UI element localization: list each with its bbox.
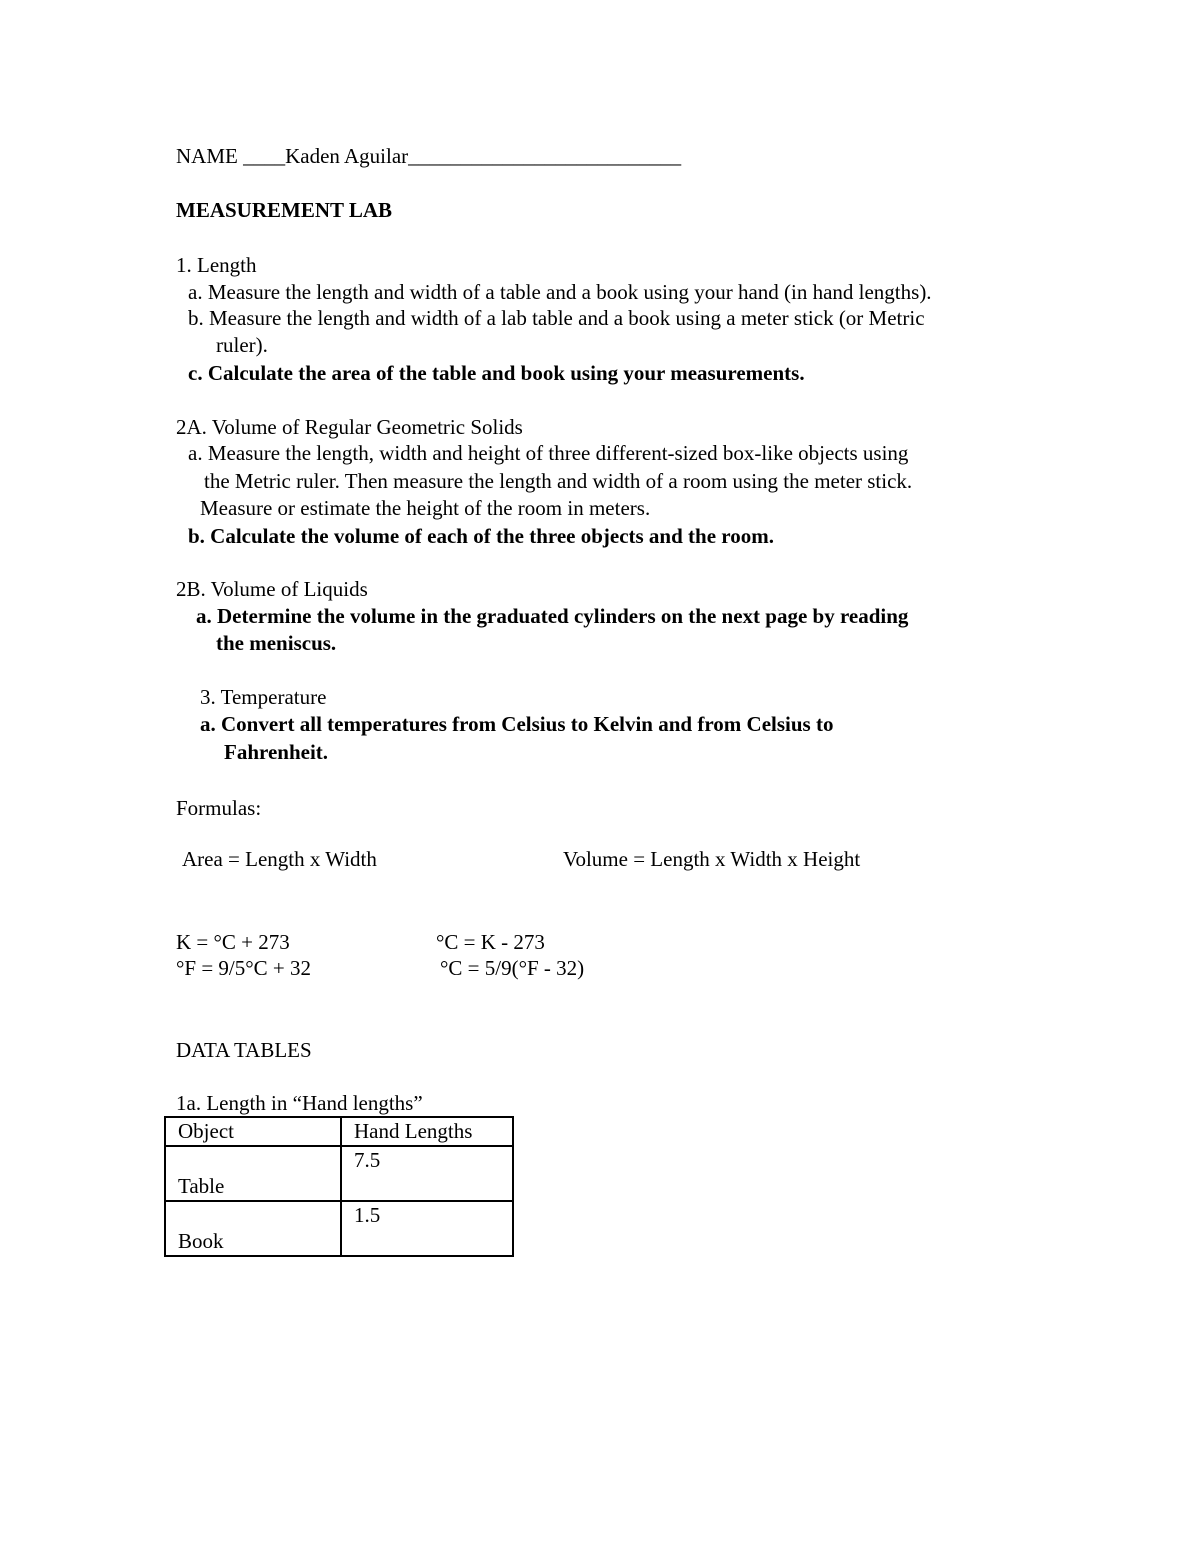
table-header-row xyxy=(165,1117,513,1146)
table-row xyxy=(165,1146,513,1201)
formula-fahrenheit: °F = 9/5°C + 32 xyxy=(176,956,312,980)
table-cell-object xyxy=(165,1201,341,1256)
section-1-item-b-line2: ruler). xyxy=(216,333,268,357)
hand-lengths-table xyxy=(164,1116,514,1257)
table-row xyxy=(165,1201,513,1256)
formula-area: Area = Length x Width xyxy=(182,847,377,871)
section-2a-item-a-line1: a. Measure the length, width and height of three different-sized box-like objects using xyxy=(188,441,909,465)
section-2a-heading: 2A. Volume of Regular Geometric Solids xyxy=(176,415,523,439)
formulas-label: Formulas: xyxy=(176,796,262,820)
table-cell-hand-lengths: 1.5 xyxy=(341,1201,513,1256)
data-tables-heading: DATA TABLES xyxy=(176,1038,312,1062)
table-header-object: Object xyxy=(165,1117,341,1146)
section-2a-item-a-line2: the Metric ruler. Then measure the length and width of a room using the meter stick. xyxy=(204,469,913,493)
section-1-heading: 1. Length xyxy=(176,253,257,277)
section-1-item-c: c. Calculate the area of the table and book using your measurements. xyxy=(188,361,805,385)
table-1a-caption: 1a. Length in “Hand lengths” xyxy=(176,1091,423,1115)
section-3-item-a-line1: a. Convert all temperatures from Celsius to Kelvin and from Celsius to xyxy=(200,712,834,736)
section-2a-item-a-line3: Measure or estimate the height of the room in meters. xyxy=(200,496,651,520)
section-1-item-a: a. Measure the length and width of a table and a book using your hand (in hand lengths). xyxy=(188,280,932,304)
formula-celsius-from-fahrenheit: °C = 5/9(°F - 32) xyxy=(440,956,585,980)
table-header-hand-lengths: Hand Lengths xyxy=(341,1117,513,1146)
section-2b-heading: 2B. Volume of Liquids xyxy=(176,577,368,601)
section-1-item-b-line1: b. Measure the length and width of a lab table and a book using a meter stick (or Metric xyxy=(188,306,925,330)
formula-kelvin: K = °C + 273 xyxy=(176,930,290,954)
section-2a-item-b: b. Calculate the volume of each of the three objects and the room. xyxy=(188,524,774,548)
section-3-item-a-line2: Fahrenheit. xyxy=(224,740,329,764)
table-cell-object xyxy=(165,1146,341,1201)
document-title: MEASUREMENT LAB xyxy=(176,198,393,222)
section-2b-item-a-line1: a. Determine the volume in the graduated cylinders on the next page by reading xyxy=(196,604,909,628)
table-cell-hand-lengths: 7.5 xyxy=(341,1146,513,1201)
formula-celsius-from-kelvin: °C = K - 273 xyxy=(436,930,545,954)
name-line: NAME ____Kaden Aguilar__________________________ xyxy=(176,144,682,168)
section-3-heading: 3. Temperature xyxy=(200,685,327,709)
object-name: Book xyxy=(178,1229,224,1253)
formula-volume: Volume = Length x Width x Height xyxy=(563,847,861,871)
object-name: Table xyxy=(178,1174,225,1198)
section-2b-item-a-line2: the meniscus. xyxy=(216,631,337,655)
